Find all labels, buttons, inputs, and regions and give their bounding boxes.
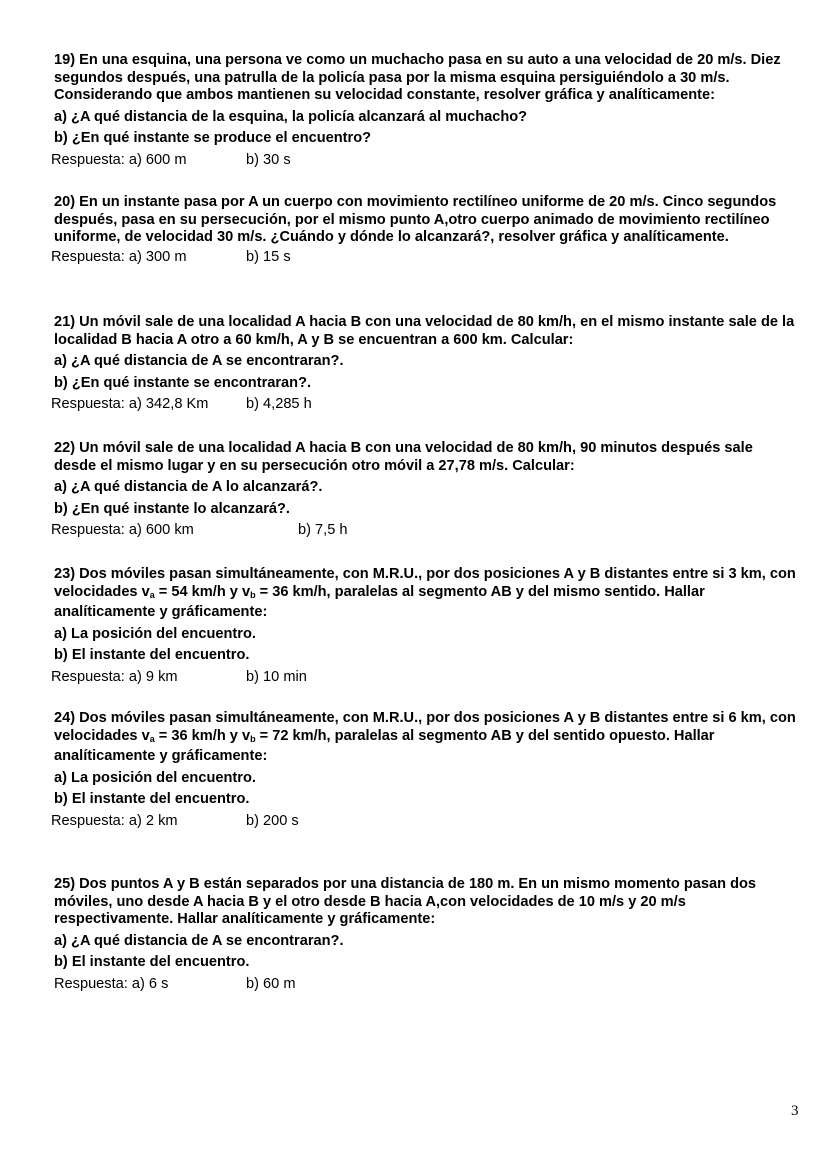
answer-b: b) 10 min (246, 668, 307, 685)
problem-statement: 24) Dos móviles pasan simultáneamente, con M.R.U., por dos posiciones A y B distantes entre si 6 km, con velocidades $v_a = 36$ km/h y $v_b = 72$ km/h, paralelas al segmento AB y del sentido opuesto. Hallar analíticamente y gráficamente: (54, 710, 796, 764)
answer-line (51, 976, 828, 994)
answer-a: Respuesta: a) 600 m (51, 151, 187, 168)
problem-statement: 22) Un móvil sale de una localidad A hacia B con una velocidad de 80 km/h, 90 minutos después sale desde el mismo lugar y en su persecución otro móvil a 27,78 m/s. Calcular: (54, 440, 753, 474)
problem-part: a) ¿A qué distancia de A se encontraran?. (54, 353, 344, 369)
answer-a: Respuesta: a) 9 km (51, 668, 178, 685)
answer-b: b) 4,285 h (246, 396, 312, 412)
problem-part: a) La posición del encuentro. (54, 769, 256, 786)
answer-line (51, 396, 828, 414)
problem-statement: 23) Dos móviles pasan simultáneamente, con M.R.U., por dos posiciones A y B distantes entre si 3 km, con velocidades $v_a = 54$ km/h y $v_b = 36$ km/h, paralelas al segmento AB y del mismo sentido. Hallar analíticamente y gráficamente: (54, 566, 796, 620)
problem-part: a) ¿A qué distancia de A se encontraran?. (54, 932, 344, 949)
problem-25 (0, 876, 828, 994)
answer-line (51, 669, 828, 687)
problem-21 (0, 314, 828, 414)
answer-b: b) 60 m (246, 975, 296, 992)
problem-part: a) La posición del encuentro. (54, 625, 256, 642)
problem-part: b) ¿En qué instante lo alcanzará?. (54, 500, 290, 517)
answer-line (51, 522, 828, 540)
page-number: 3 (791, 1103, 799, 1119)
answer-a: Respuesta: a) 600 km (51, 522, 194, 538)
answer-a: Respuesta: a) 300 m (51, 248, 187, 265)
answer-a: Respuesta: a) 342,8 Km (51, 396, 209, 412)
problem-20 (0, 194, 828, 267)
problem-part: b) ¿En qué instante se produce el encuentro? (54, 130, 372, 146)
answer-line (51, 249, 828, 267)
problem-part: b) El instante del encuentro. (54, 791, 250, 807)
problem-statement: 19) En una esquina, una persona ve como un muchacho pasa en su auto a una velocidad de 20 m/s. Diez segundos después, una patrulla de la policía pasa por la misma esquina persiguiéndolo a 30 m/s. Considerando que ambos mantienen su velocidad constante, resolver gráfica y analíticamente: (54, 52, 781, 103)
problem-part: a) ¿A qué distancia de la esquina, la policía alcanzará al muchacho? (54, 108, 528, 125)
answer-line (51, 152, 828, 170)
answer-b: b) 7,5 h (298, 522, 348, 538)
problem-statement: 25) Dos puntos A y B están separados por una distancia de 180 m. En un mismo momento pasan dos móviles, uno desde A hacia B y el otro desde B hacia A,con velocidades de 10 m/s y 20 m/s respectivamente. Hallar analíticamente y gráficamente: (54, 876, 757, 927)
problem-24 (0, 710, 828, 831)
problem-22 (0, 440, 828, 540)
answer-a: Respuesta: a) 2 km (51, 812, 178, 829)
problem-statement: 21) Un móvil sale de una localidad A hacia B con una velocidad de 80 km/h, en el mismo instante sale de la localidad B hacia A otro a 60 km/h, A y B se encuentran a 600 km. Calcular: (54, 314, 795, 348)
answer-b: b) 30 s (246, 151, 291, 168)
problem-statement: 20) En un instante pasa por A un cuerpo con movimiento rectilíneo uniforme de 20 m/s. Cinco segundos después, pasa en su persecución, por el mismo punto A,otro cuerpo animado de movimiento rectilíneo uniforme, de velocidad 30 m/s. ¿Cuándo y dónde lo alcanzará?, resolver gráfica y analíticamente. (54, 194, 777, 245)
problem-part: b) ¿En qué instante se encontraran?. (54, 374, 312, 391)
problem-part: b) El instante del encuentro. (54, 647, 250, 663)
answer-line (51, 813, 828, 831)
problem-part: b) El instante del encuentro. (54, 954, 250, 970)
answer-b: b) 15 s (246, 248, 291, 265)
answer-b: b) 200 s (246, 812, 299, 829)
problem-19 (0, 52, 828, 170)
problem-part: a) ¿A qué distancia de A lo alcanzará?. (54, 479, 323, 495)
problem-23 (0, 566, 828, 687)
answer-a: Respuesta: a) 6 s (54, 975, 169, 992)
